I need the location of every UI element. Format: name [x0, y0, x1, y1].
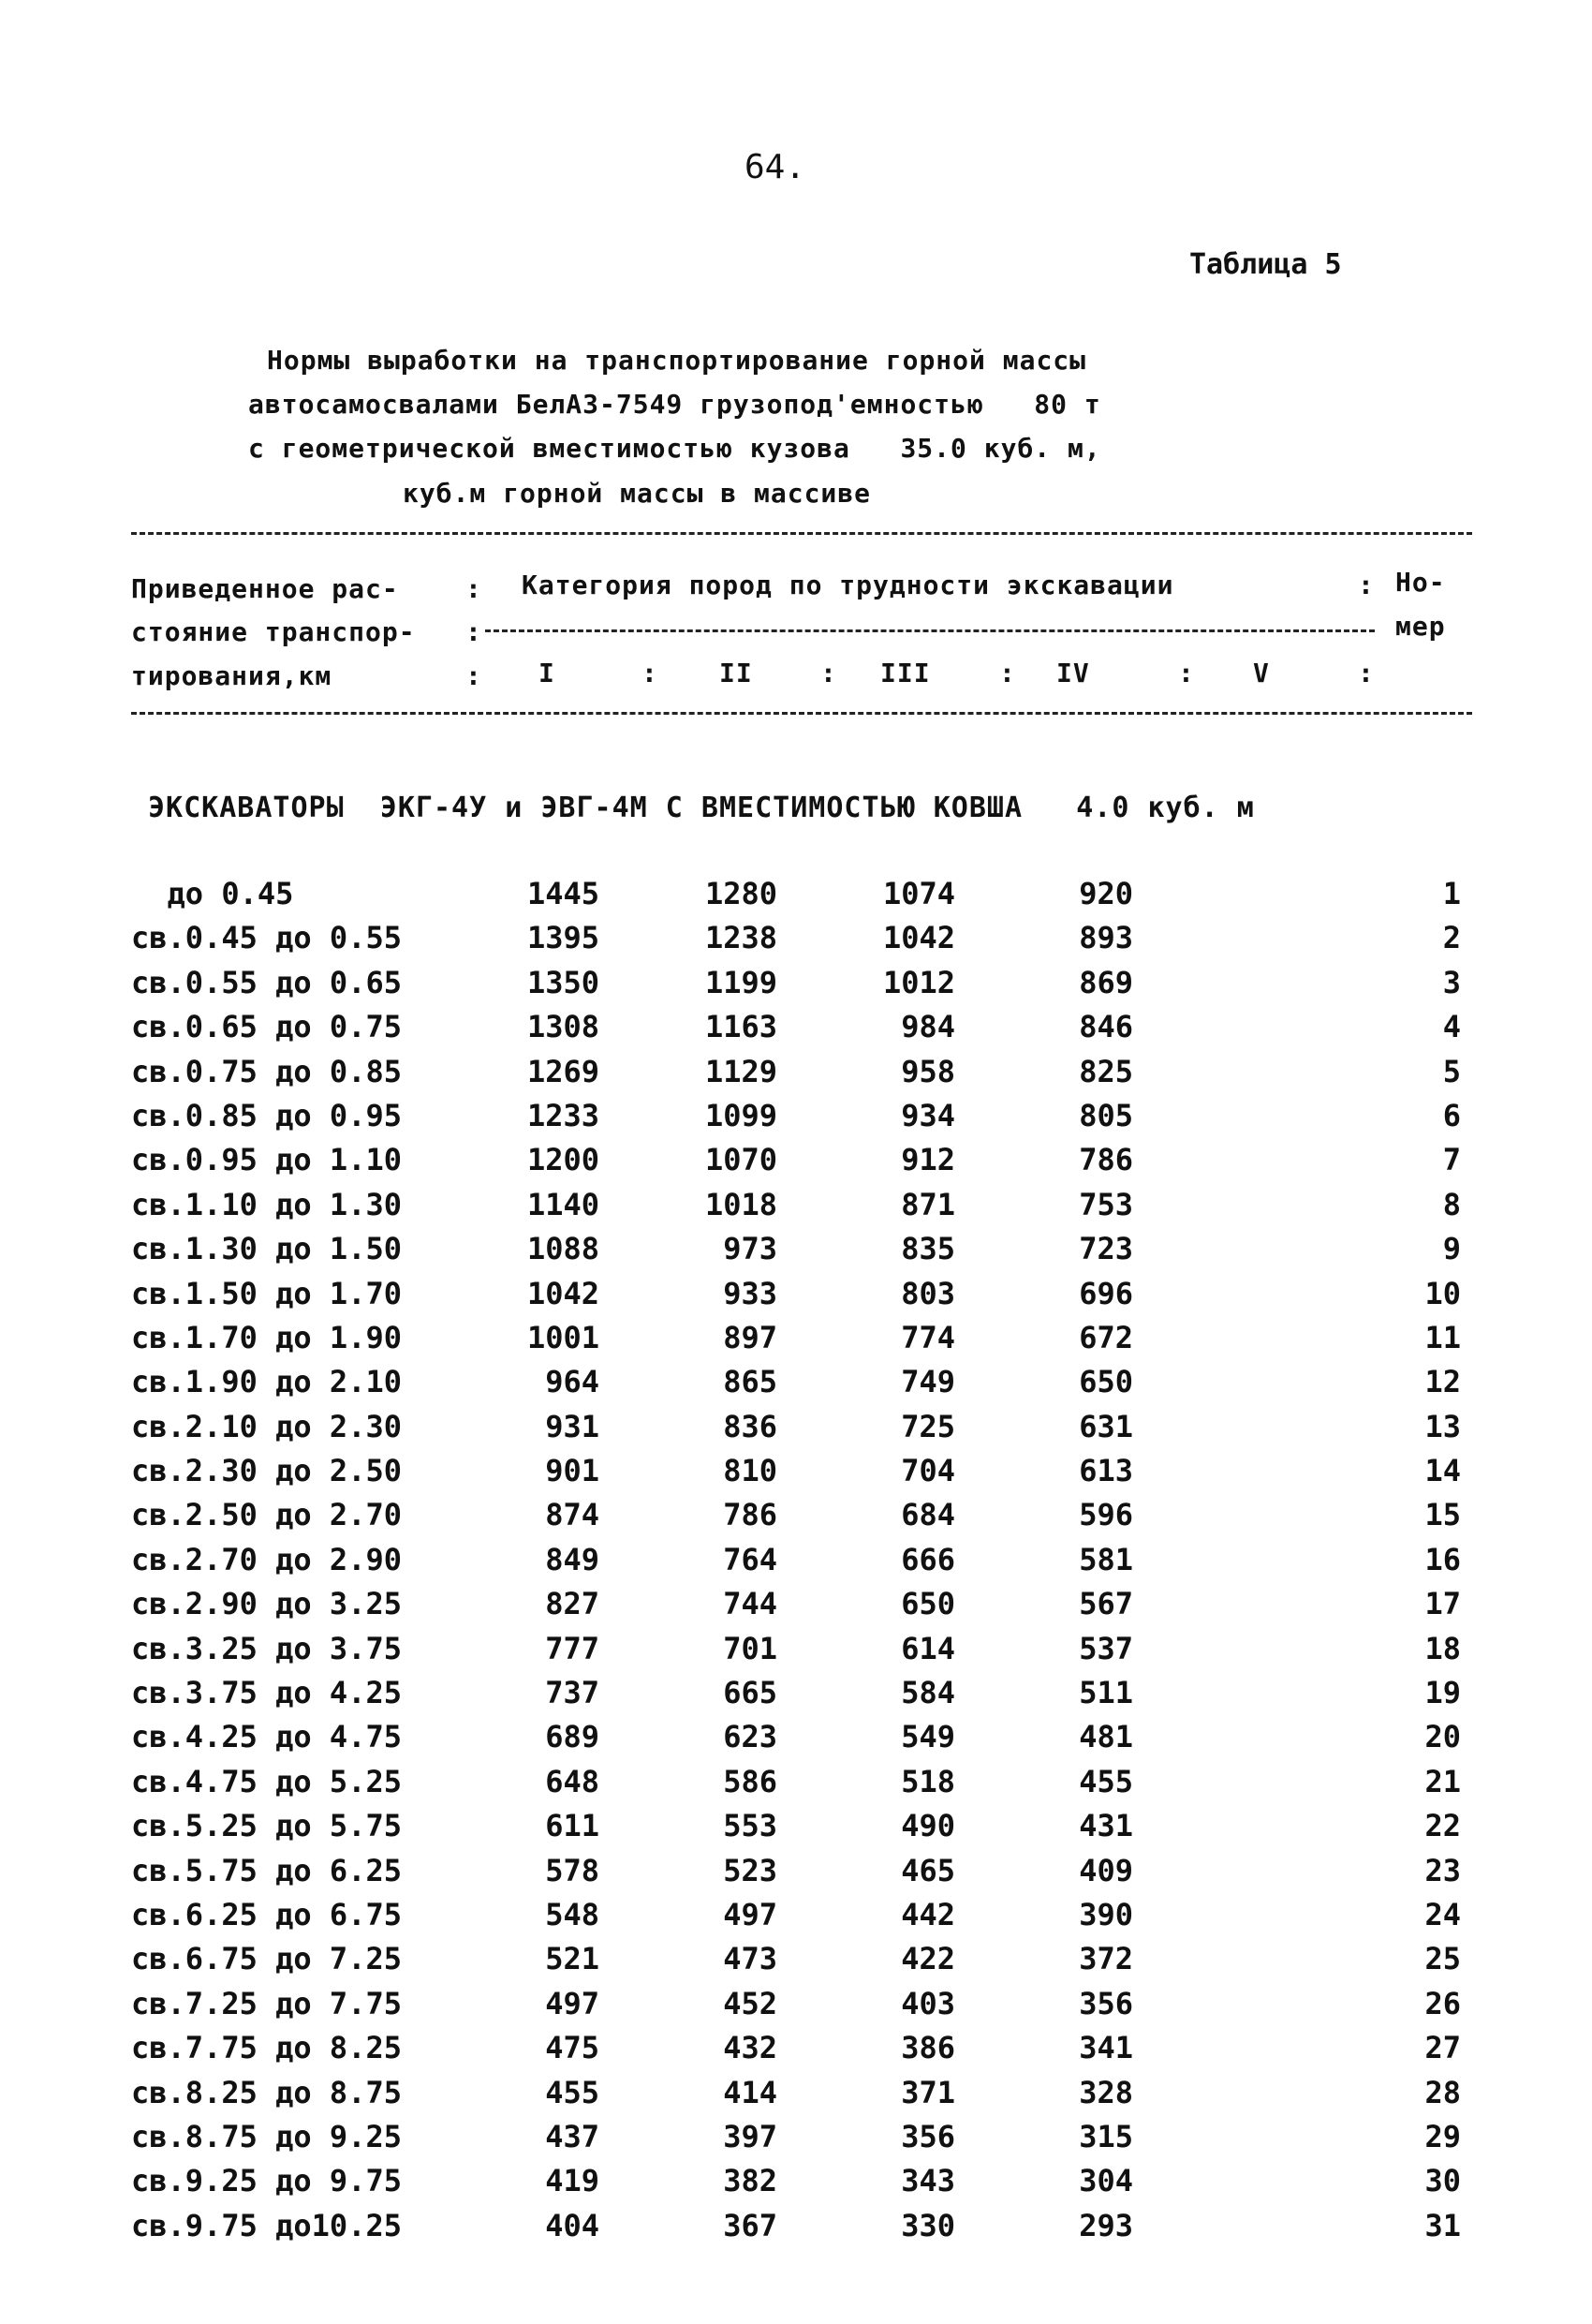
distance-cell: св.7.25 до 7.75	[131, 1985, 402, 2021]
distance-cell: св.0.95 до 1.10	[131, 1142, 402, 1178]
row-number-cell: 13	[1424, 1408, 1461, 1444]
distance-cell: св.0.45 до 0.55	[131, 920, 402, 956]
category-iii-cell: 584	[901, 1675, 955, 1711]
category-iii-cell: 442	[901, 1896, 955, 1932]
category-i-cell: 777	[545, 1630, 599, 1666]
category-ii-cell: 523	[723, 1852, 777, 1888]
distance-cell: св.8.75 до 9.25	[131, 2118, 402, 2154]
table-row	[0, 876, 1592, 920]
table-row	[0, 1187, 1592, 1231]
category-i-cell: 548	[545, 1896, 599, 1932]
table-row	[0, 1719, 1592, 1763]
header-separator: :	[1358, 658, 1374, 688]
row-number-cell: 24	[1424, 1896, 1461, 1932]
row-number-cell: 20	[1424, 1719, 1461, 1755]
category-ii-cell: 586	[723, 1763, 777, 1799]
category-iii-cell: 1012	[882, 964, 955, 1000]
row-number-cell: 5	[1442, 1053, 1461, 1089]
category-iv-cell: 920	[1079, 876, 1133, 911]
category-iv-cell: 511	[1079, 1675, 1133, 1711]
distance-cell: св.7.75 до 8.25	[131, 2030, 402, 2066]
distance-cell: св.2.10 до 2.30	[131, 1408, 402, 1444]
category-iv-cell: 372	[1079, 1941, 1133, 1977]
category-ii-cell: 665	[723, 1675, 777, 1711]
category-iii-cell: 490	[901, 1808, 955, 1844]
row-number-cell: 31	[1424, 2207, 1461, 2243]
category-ii-cell: 865	[723, 1364, 777, 1400]
distance-cell: св.2.30 до 2.50	[131, 1453, 402, 1489]
category-iv-cell: 596	[1079, 1497, 1133, 1533]
distance-cell: св.5.75 до 6.25	[131, 1852, 402, 1888]
category-iii-cell: 934	[901, 1097, 955, 1133]
header-category-rule	[485, 629, 1375, 632]
category-i-cell: 648	[545, 1763, 599, 1799]
table-row	[0, 1675, 1592, 1719]
distance-cell: св.1.90 до 2.10	[131, 1364, 402, 1400]
header-separator: :	[999, 658, 1015, 688]
distance-cell: св.4.25 до 4.75	[131, 1719, 402, 1755]
category-ii-cell: 1018	[704, 1186, 777, 1222]
row-number-cell: 25	[1424, 1941, 1461, 1977]
category-i-cell: 404	[545, 2207, 599, 2243]
category-iv-cell: 567	[1079, 1586, 1133, 1622]
category-iv-cell: 631	[1079, 1408, 1133, 1444]
category-ii-cell: 933	[723, 1275, 777, 1311]
title-line-3: с геометрической вместимостью кузова 35.0 куб. м,	[248, 433, 1101, 464]
category-i-cell: 1445	[526, 876, 599, 911]
category-i-cell: 1088	[526, 1231, 599, 1267]
category-iv-cell: 481	[1079, 1719, 1133, 1755]
row-number-cell: 29	[1424, 2118, 1461, 2154]
table-row	[0, 2075, 1592, 2119]
header-category-iii: III	[880, 658, 931, 688]
table-row	[0, 2030, 1592, 2074]
category-iii-cell: 912	[901, 1142, 955, 1178]
table-row	[0, 1054, 1592, 1098]
category-iii-cell: 666	[901, 1541, 955, 1577]
category-i-cell: 901	[545, 1453, 599, 1489]
category-iv-cell: 390	[1079, 1896, 1133, 1932]
category-iii-cell: 650	[901, 1586, 955, 1622]
table-row	[0, 1586, 1592, 1630]
distance-cell: св.2.90 до 3.25	[131, 1586, 402, 1622]
row-number-cell: 7	[1442, 1142, 1461, 1178]
category-iv-cell: 293	[1079, 2207, 1133, 2243]
table-row	[0, 965, 1592, 1009]
category-i-cell: 1269	[526, 1053, 599, 1089]
category-ii-cell: 836	[723, 1408, 777, 1444]
category-ii-cell: 744	[723, 1586, 777, 1622]
category-ii-cell: 701	[723, 1630, 777, 1666]
row-number-cell: 14	[1424, 1453, 1461, 1489]
category-iii-cell: 371	[901, 2074, 955, 2110]
header-separator: :	[465, 573, 481, 604]
category-ii-cell: 810	[723, 1453, 777, 1489]
category-i-cell: 475	[545, 2030, 599, 2066]
category-ii-cell: 382	[723, 2163, 777, 2199]
category-i-cell: 1200	[526, 1142, 599, 1178]
distance-cell: св.1.70 до 1.90	[131, 1319, 402, 1355]
category-iv-cell: 825	[1079, 1053, 1133, 1089]
row-number-cell: 12	[1424, 1364, 1461, 1400]
category-i-cell: 1395	[526, 920, 599, 956]
table-row	[0, 1098, 1592, 1142]
row-number-cell: 1	[1442, 876, 1461, 911]
category-i-cell: 737	[545, 1675, 599, 1711]
category-i-cell: 689	[545, 1719, 599, 1755]
row-number-cell: 30	[1424, 2163, 1461, 2199]
table-row	[0, 1497, 1592, 1541]
header-separator: :	[641, 658, 657, 688]
category-i-cell: 419	[545, 2163, 599, 2199]
category-iv-cell: 328	[1079, 2074, 1133, 2110]
header-separator: :	[1358, 570, 1374, 600]
row-number-cell: 27	[1424, 2030, 1461, 2066]
category-i-cell: 964	[545, 1364, 599, 1400]
section-title: ЭКСКАВАТОРЫ ЭКГ-4У и ЭВГ-4М С ВМЕСТИМОСТЬЮ КОВША 4.0 куб. м	[148, 792, 1255, 824]
distance-cell: св.8.25 до 8.75	[131, 2074, 402, 2110]
title-line-1: Нормы выработки на транспортирование горной массы	[267, 345, 1087, 376]
category-ii-cell: 1070	[704, 1142, 777, 1178]
distance-cell: св.9.25 до 9.75	[131, 2163, 402, 2199]
distance-cell: до 0.45	[131, 876, 294, 911]
category-iii-cell: 343	[901, 2163, 955, 2199]
category-iii-cell: 403	[901, 1985, 955, 2021]
category-ii-cell: 1129	[704, 1053, 777, 1089]
category-iv-cell: 315	[1079, 2118, 1133, 2154]
category-ii-cell: 553	[723, 1808, 777, 1844]
row-number-cell: 8	[1442, 1186, 1461, 1222]
header-separator: :	[465, 660, 481, 691]
row-number-cell: 6	[1442, 1097, 1461, 1133]
category-i-cell: 827	[545, 1586, 599, 1622]
category-i-cell: 931	[545, 1408, 599, 1444]
category-ii-cell: 397	[723, 2118, 777, 2154]
page-number: 64.	[744, 148, 806, 186]
table-row	[0, 1142, 1592, 1186]
table-row	[0, 1409, 1592, 1453]
category-i-cell: 849	[545, 1541, 599, 1577]
row-number-cell: 28	[1424, 2074, 1461, 2110]
category-iv-cell: 304	[1079, 2163, 1133, 2199]
distance-cell: св.6.75 до 7.25	[131, 1941, 402, 1977]
distance-cell: св.1.30 до 1.50	[131, 1231, 402, 1267]
category-iv-cell: 846	[1079, 1009, 1133, 1045]
distance-cell: св.5.25 до 5.75	[131, 1808, 402, 1844]
category-i-cell: 1042	[526, 1275, 599, 1311]
category-iii-cell: 725	[901, 1408, 955, 1444]
table-row	[0, 1897, 1592, 1941]
row-number-cell: 4	[1442, 1009, 1461, 1045]
row-number-cell: 23	[1424, 1852, 1461, 1888]
distance-cell: св.0.75 до 0.85	[131, 1053, 402, 1089]
category-iv-cell: 455	[1079, 1763, 1133, 1799]
category-ii-cell: 1099	[704, 1097, 777, 1133]
header-separator: :	[1178, 658, 1194, 688]
category-iii-cell: 356	[901, 2118, 955, 2154]
category-iii-cell: 774	[901, 1319, 955, 1355]
category-i-cell: 521	[545, 1941, 599, 1977]
category-ii-cell: 973	[723, 1231, 777, 1267]
row-number-cell: 26	[1424, 1985, 1461, 2021]
header-distance-line-3: тирования,км	[131, 660, 332, 691]
row-number-cell: 17	[1424, 1586, 1461, 1622]
norms-table-body	[0, 876, 1592, 2252]
header-category-iv: IV	[1056, 658, 1090, 688]
category-iii-cell: 518	[901, 1763, 955, 1799]
category-ii-cell: 452	[723, 1985, 777, 2021]
row-number-cell: 2	[1442, 920, 1461, 956]
category-ii-cell: 764	[723, 1541, 777, 1577]
distance-cell: св.9.75 до10.25	[131, 2207, 402, 2243]
category-iii-cell: 614	[901, 1630, 955, 1666]
table-row	[0, 1542, 1592, 1586]
category-ii-cell: 473	[723, 1941, 777, 1977]
table-label: Таблица 5	[1189, 248, 1342, 281]
category-iv-cell: 805	[1079, 1097, 1133, 1133]
table-row	[0, 1276, 1592, 1320]
row-number-cell: 19	[1424, 1675, 1461, 1711]
table-row	[0, 1320, 1592, 1364]
category-iii-cell: 984	[901, 1009, 955, 1045]
table-row	[0, 1941, 1592, 1985]
category-ii-cell: 497	[723, 1896, 777, 1932]
category-iv-cell: 537	[1079, 1630, 1133, 1666]
category-iv-cell: 672	[1079, 1319, 1133, 1355]
category-iv-cell: 341	[1079, 2030, 1133, 2066]
row-number-cell: 11	[1424, 1319, 1461, 1355]
header-category-i: I	[538, 658, 555, 688]
distance-cell: св.0.85 до 0.95	[131, 1097, 402, 1133]
row-number-cell: 10	[1424, 1275, 1461, 1311]
header-category-v: V	[1253, 658, 1270, 688]
table-row	[0, 1453, 1592, 1497]
table-row	[0, 1009, 1592, 1053]
category-ii-cell: 414	[723, 2074, 777, 2110]
category-iv-cell: 356	[1079, 1985, 1133, 2021]
category-iv-cell: 696	[1079, 1275, 1133, 1311]
category-iv-cell: 409	[1079, 1852, 1133, 1888]
category-iv-cell: 581	[1079, 1541, 1133, 1577]
category-ii-cell: 623	[723, 1719, 777, 1755]
header-category-title: Категория пород по трудности экскавации	[522, 570, 1174, 600]
title-line-2: автосамосвалами БелАЗ-7549 грузопод'емностью 80 т	[248, 389, 1101, 420]
header-bottom-rule	[131, 712, 1472, 715]
table-row	[0, 1631, 1592, 1675]
category-iv-cell: 613	[1079, 1453, 1133, 1489]
category-i-cell: 1140	[526, 1186, 599, 1222]
category-ii-cell: 1163	[704, 1009, 777, 1045]
distance-cell: св.3.75 до 4.25	[131, 1675, 402, 1711]
category-ii-cell: 1280	[704, 876, 777, 911]
category-ii-cell: 786	[723, 1497, 777, 1533]
distance-cell: св.1.50 до 1.70	[131, 1275, 402, 1311]
category-i-cell: 1350	[526, 964, 599, 1000]
category-iii-cell: 1042	[882, 920, 955, 956]
header-distance-line-2: стояние транспор-	[131, 616, 416, 647]
category-iii-cell: 684	[901, 1497, 955, 1533]
distance-cell: св.1.10 до 1.30	[131, 1186, 402, 1222]
distance-cell: св.6.25 до 6.75	[131, 1896, 402, 1932]
table-row	[0, 1764, 1592, 1808]
category-iii-cell: 1074	[882, 876, 955, 911]
category-ii-cell: 1238	[704, 920, 777, 956]
category-iv-cell: 869	[1079, 964, 1133, 1000]
category-i-cell: 874	[545, 1497, 599, 1533]
category-ii-cell: 1199	[704, 964, 777, 1000]
category-iv-cell: 786	[1079, 1142, 1133, 1178]
category-ii-cell: 367	[723, 2207, 777, 2243]
category-i-cell: 437	[545, 2118, 599, 2154]
category-iii-cell: 386	[901, 2030, 955, 2066]
header-top-rule	[131, 532, 1472, 535]
category-iii-cell: 803	[901, 1275, 955, 1311]
distance-cell: св.0.55 до 0.65	[131, 964, 402, 1000]
category-iv-cell: 431	[1079, 1808, 1133, 1844]
category-i-cell: 611	[545, 1808, 599, 1844]
distance-cell: св.0.65 до 0.75	[131, 1009, 402, 1045]
category-iv-cell: 723	[1079, 1231, 1133, 1267]
row-number-cell: 16	[1424, 1541, 1461, 1577]
category-iii-cell: 958	[901, 1053, 955, 1089]
table-row	[0, 1231, 1592, 1275]
header-number-line-1: Но-	[1395, 567, 1446, 598]
distance-cell: св.2.50 до 2.70	[131, 1497, 402, 1533]
table-row	[0, 2119, 1592, 2163]
row-number-cell: 15	[1424, 1497, 1461, 1533]
table-row	[0, 1853, 1592, 1897]
table-row	[0, 1808, 1592, 1852]
header-number-line-2: мер	[1395, 611, 1446, 642]
row-number-cell: 3	[1442, 964, 1461, 1000]
table-row	[0, 2163, 1592, 2207]
category-iii-cell: 835	[901, 1231, 955, 1267]
category-ii-cell: 897	[723, 1319, 777, 1355]
category-i-cell: 455	[545, 2074, 599, 2110]
category-iii-cell: 871	[901, 1186, 955, 1222]
category-i-cell: 578	[545, 1852, 599, 1888]
category-iii-cell: 704	[901, 1453, 955, 1489]
header-separator: :	[820, 658, 836, 688]
category-i-cell: 1308	[526, 1009, 599, 1045]
title-line-4: куб.м горной массы в массиве	[403, 478, 872, 509]
category-i-cell: 1001	[526, 1319, 599, 1355]
category-iii-cell: 422	[901, 1941, 955, 1977]
header-category-ii: II	[719, 658, 753, 688]
distance-cell: св.2.70 до 2.90	[131, 1541, 402, 1577]
category-iv-cell: 753	[1079, 1186, 1133, 1222]
header-distance-line-1: Приведенное рас-	[131, 573, 399, 604]
category-ii-cell: 432	[723, 2030, 777, 2066]
distance-cell: св.4.75 до 5.25	[131, 1763, 402, 1799]
category-iv-cell: 650	[1079, 1364, 1133, 1400]
row-number-cell: 18	[1424, 1630, 1461, 1666]
category-iii-cell: 330	[901, 2207, 955, 2243]
row-number-cell: 9	[1442, 1231, 1461, 1267]
distance-cell: св.3.25 до 3.75	[131, 1630, 402, 1666]
header-separator: :	[465, 616, 481, 647]
table-row	[0, 1986, 1592, 2030]
category-iii-cell: 465	[901, 1852, 955, 1888]
category-i-cell: 1233	[526, 1097, 599, 1133]
table-row	[0, 1364, 1592, 1408]
category-iii-cell: 549	[901, 1719, 955, 1755]
category-iii-cell: 749	[901, 1364, 955, 1400]
table-row	[0, 920, 1592, 964]
row-number-cell: 22	[1424, 1808, 1461, 1844]
category-iv-cell: 893	[1079, 920, 1133, 956]
table-row	[0, 2208, 1592, 2252]
category-i-cell: 497	[545, 1985, 599, 2021]
row-number-cell: 21	[1424, 1763, 1461, 1799]
